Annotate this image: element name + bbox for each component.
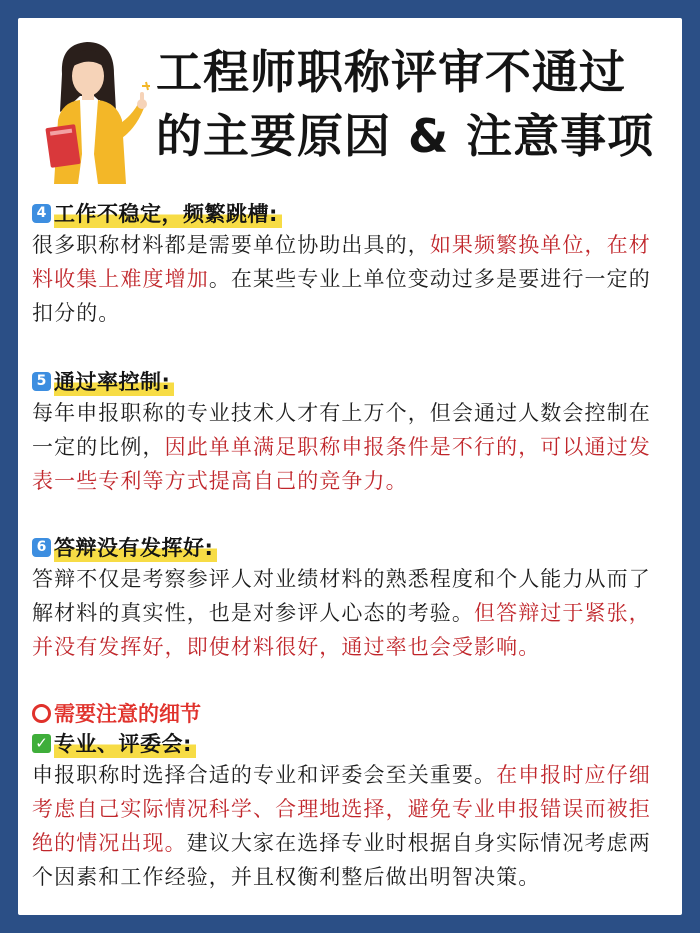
section-body: [32, 396, 672, 498]
body-text: 申报职称时选择合适的专业和评委会至关重要。: [32, 763, 497, 787]
header: [18, 18, 682, 193]
reason-section-4: [32, 198, 672, 330]
body-text: 建议大家在选择专业时根据自身实际情况考虑两个因素和工作经验，并且权衡利整后做出明智决策。: [32, 831, 651, 889]
reason-section-6: [32, 532, 672, 664]
notes-section: [32, 698, 672, 894]
body-text: 答辩不仅是考察参评人对业绩材料的熟悉程度和个人能力从而了解材料的真实性，也是对参评人心态的考验。: [32, 567, 651, 625]
section-heading-text: 工作不稳定，频繁跳槽:: [54, 198, 282, 228]
body-text-highlight: 在申报时应仔细考虑自己实际情况科学、合理地选择，避免专业申报错误而被拒绝的情况出现。: [32, 763, 651, 855]
content-card: [18, 18, 682, 915]
body-text-highlight: 如果频繁换单位，在材料收集上难度增加: [32, 233, 651, 291]
notes-heading-text: 需要注意的细节: [54, 702, 201, 726]
page-title: [156, 40, 676, 168]
body-text: 很多职称材料都是需要单位协助出具的，: [32, 233, 430, 257]
notes-sub-heading: [32, 728, 672, 758]
body-text: 每年申报职称的专业技术人才有上万个，但会通过人数会控制在一定的比例，: [32, 401, 651, 459]
section-heading: [32, 532, 672, 562]
title-line-2: 的主要原因 & 注意事项: [156, 109, 655, 163]
section-body: [32, 562, 672, 664]
avatar-illustration-icon: [32, 34, 150, 184]
number-5-icon: 5: [32, 372, 51, 391]
number-6-icon: 6: [32, 538, 51, 557]
body-text: 。在某些专业上单位变动过多是要进行一定的扣分的。: [32, 267, 651, 325]
red-circle-icon: [32, 704, 51, 723]
section-heading-text: 答辩没有发挥好:: [54, 532, 217, 562]
check-mark-icon: ✓: [32, 734, 51, 753]
section-heading-text: 通过率控制:: [54, 366, 174, 396]
number-4-icon: 4: [32, 204, 51, 223]
section-heading: [32, 198, 672, 228]
notes-sub-heading-text: 专业、评委会:: [54, 728, 196, 758]
section-heading: [32, 366, 672, 396]
body-text-highlight: 但答辩过于紧张，并没有发挥好，即使材料很好，通过率也会受影响。: [32, 601, 651, 659]
section-body: [32, 228, 672, 330]
title-line-1: 工程师职称评审不通过: [156, 45, 626, 99]
notes-heading: [32, 698, 672, 728]
reason-section-5: [32, 366, 672, 498]
notes-body: [32, 758, 672, 894]
body-text-highlight: 因此单单满足职称申报条件是不行的，可以通过发表一些专利等方式提高自己的竞争力。: [32, 435, 651, 493]
